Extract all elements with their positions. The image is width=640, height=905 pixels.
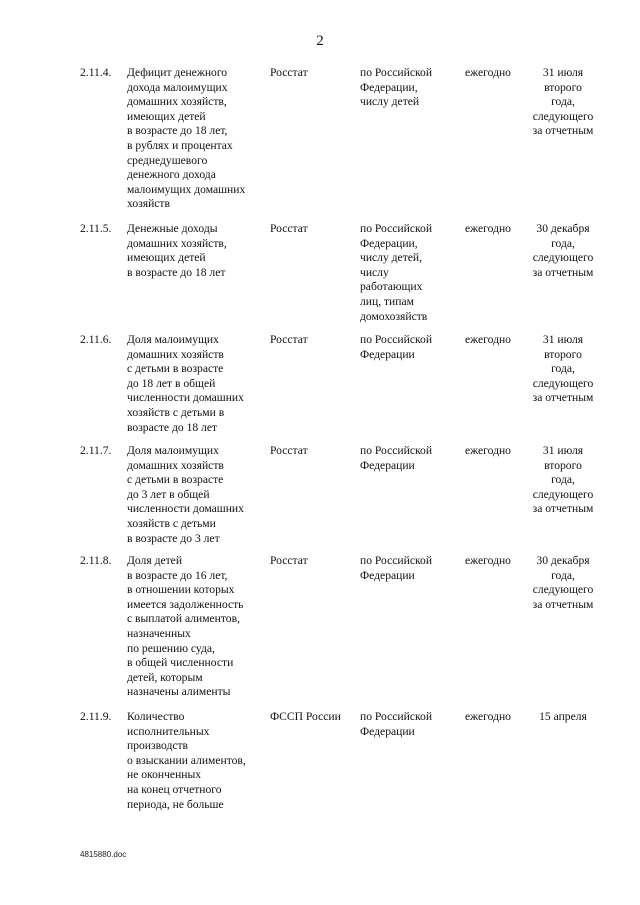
row-number: 2.11.5. [80,222,112,235]
breakdown: по Российской Федерации [360,710,433,738]
row-number: 2.11.7. [80,444,112,457]
indicator-name: Денежные доходы домашних хозяйств, имеющих детей в возрасте до 18 лет [127,222,227,279]
table-row [0,222,640,333]
row-number: 2.11.8. [80,554,112,567]
data-source: ФССП России [270,710,341,723]
table-row [0,333,640,444]
breakdown: по Российской Федерации, числу детей, числу работающих лиц, типам домохозяйств [360,222,433,323]
row-number: 2.11.4. [80,66,112,79]
indicator-name: Доля детей в возрасте до 16 лет, в отношении которых имеется задолженность с выплатой алиментов, назначенных по решению суда, в общей численности детей, которым назначены алименты [127,554,244,699]
data-source: Росстат [270,222,308,235]
deadline: 30 декабря года, следующего за отчетным [532,222,594,279]
deadline: 31 июля второго года, следующего за отчетным [532,333,594,405]
breakdown: по Российской Федерации [360,444,433,472]
deadline: 31 июля второго года, следующего за отчетным [532,444,594,516]
page-number: 2 [316,33,324,49]
frequency: ежегодно [465,222,511,235]
row-number: 2.11.9. [80,710,112,723]
frequency: ежегодно [465,554,511,567]
breakdown: по Российской Федерации [360,554,433,582]
frequency: ежегодно [465,66,511,79]
table-row [0,554,640,710]
table-row [0,710,640,830]
document-filename: 4815880.doc [80,850,127,859]
indicator-table [0,66,640,830]
data-source: Росстат [270,66,308,79]
row-number: 2.11.6. [80,333,112,346]
deadline: 30 декабря года, следующего за отчетным [532,554,594,611]
indicator-name: Количество исполнительных производств о взыскании алиментов, не оконченных на конец отчетного периода, не больше [127,710,246,811]
breakdown: по Российской Федерации [360,333,433,361]
data-source: Росстат [270,554,308,567]
data-source: Росстат [270,333,308,346]
frequency: ежегодно [465,333,511,346]
deadline: 31 июля второго года, следующего за отчетным [532,66,594,138]
frequency: ежегодно [465,710,511,723]
indicator-name: Доля малоимущих домашних хозяйств с детьми в возрасте до 18 лет в общей численности домашних хозяйств с детьми в возрасте до 18 лет [127,333,244,434]
table-row [0,66,640,222]
indicator-name: Дефицит денежного дохода малоимущих домашних хозяйств, имеющих детей в возрасте до 18 лет, в рублях и процентах среднедушевого денежного дохода малоимущих домашних хозяйств [127,66,246,211]
data-source: Росстат [270,444,308,457]
frequency: ежегодно [465,444,511,457]
indicator-name: Доля малоимущих домашних хозяйств с детьми в возрасте до 3 лет в общей численности домашних хозяйств с детьми в возрасте до 3 лет [127,444,244,545]
breakdown: по Российской Федерации, числу детей [360,66,433,109]
table-row [0,444,640,554]
deadline: 15 апреля [539,710,587,723]
